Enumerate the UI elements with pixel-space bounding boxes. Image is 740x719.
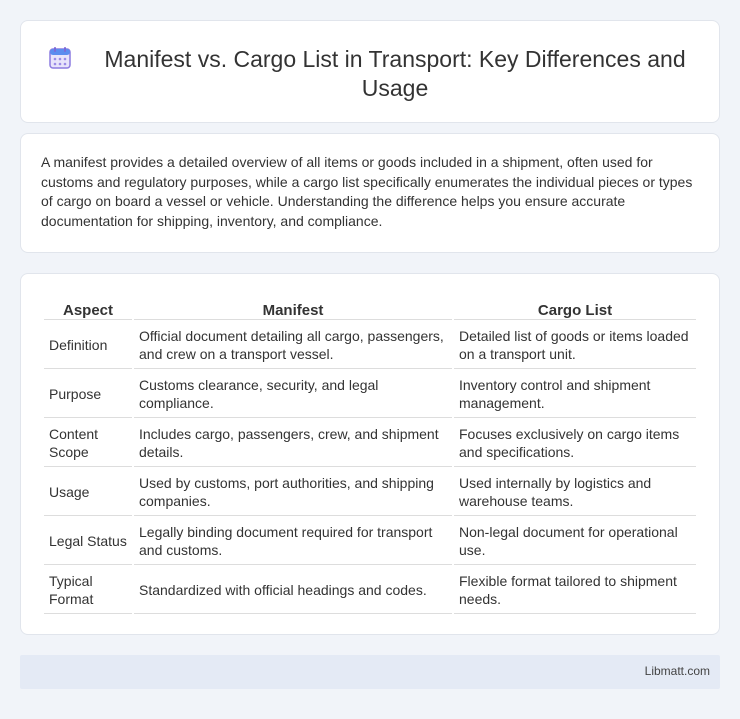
intro-paragraph: A manifest provides a detailed overview of all items or goods included in a shipment, often used for customs and regulatory purposes, while a cargo list specifically enumerates the individual pieces or types of cargo on board a vessel or vehicle. Understanding the difference helps you ensure accurate documentation for shipping, inventory, and compliance. — [41, 154, 693, 229]
cell-aspect: Typical Format — [44, 567, 132, 614]
comparison-table — [42, 294, 698, 616]
cell-manifest: Used by customs, port authorities, and shipping companies. — [134, 469, 452, 516]
cell-cargo-list: Detailed list of goods or items loaded on a transport unit. — [454, 322, 696, 369]
table-row — [44, 518, 696, 565]
cell-cargo-list: Focuses exclusively on cargo items and specifications. — [454, 420, 696, 467]
cell-cargo-list: Non-legal document for operational use. — [454, 518, 696, 565]
table-row — [44, 371, 696, 418]
cell-manifest: Includes cargo, passengers, crew, and shipment details. — [134, 420, 452, 467]
page-title: Manifest vs. Cargo List in Transport: Key Differences and Usage — [104, 46, 686, 101]
cell-aspect: Content Scope — [44, 420, 132, 467]
table-row — [44, 420, 696, 467]
cell-manifest: Standardized with official headings and codes. — [134, 567, 452, 614]
footer-bar — [20, 655, 720, 689]
header-cargo-list: Cargo List — [454, 296, 696, 320]
table-row — [44, 322, 696, 369]
header-aspect: Aspect — [44, 296, 132, 320]
footer-brand[interactable]: Libmatt.com — [644, 664, 710, 678]
cell-manifest: Official document detailing all cargo, passengers, and crew on a transport vessel. — [134, 322, 452, 369]
cell-cargo-list: Flexible format tailored to shipment needs. — [454, 567, 696, 614]
table-row — [44, 469, 696, 516]
comparison-card — [20, 273, 720, 635]
title-card — [20, 20, 720, 123]
cell-manifest: Customs clearance, security, and legal compliance. — [134, 371, 452, 418]
cell-cargo-list: Inventory control and shipment management. — [454, 371, 696, 418]
cell-cargo-list: Used internally by logistics and warehouse teams. — [454, 469, 696, 516]
cell-aspect: Usage — [44, 469, 132, 516]
intro-card — [20, 133, 720, 253]
cell-aspect: Legal Status — [44, 518, 132, 565]
table-row — [44, 567, 696, 614]
cell-aspect: Definition — [44, 322, 132, 369]
table-header-row — [44, 296, 696, 320]
header-manifest: Manifest — [134, 296, 452, 320]
cell-aspect: Purpose — [44, 371, 132, 418]
cell-manifest: Legally binding document required for transport and customs. — [134, 518, 452, 565]
